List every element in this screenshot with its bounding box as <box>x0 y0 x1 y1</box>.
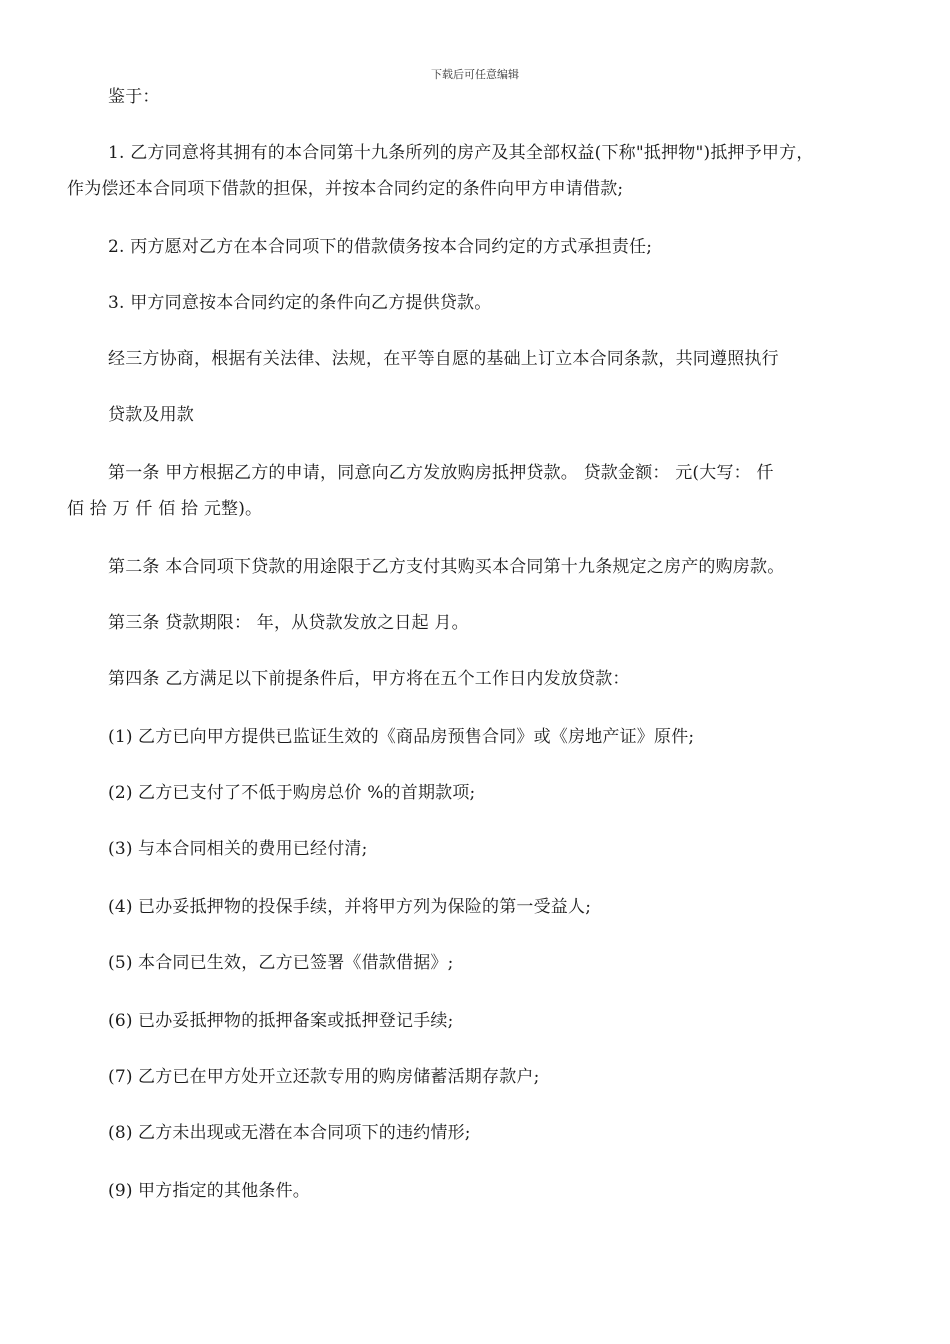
article-1-line-2: 佰 拾 万 仟 佰 拾 元整)。 <box>67 499 263 519</box>
agreement-statement: 经三方协商，根据有关法律、法规，在平等自愿的基础上订立本合同条款，共同遵照执行 <box>108 349 779 369</box>
section-title-loan: 贷款及用款 <box>108 405 194 425</box>
condition-item <box>108 726 694 748</box>
condition-number: (4) <box>108 897 133 917</box>
condition-item <box>108 838 368 860</box>
condition-number: (3) <box>108 839 133 859</box>
condition-text: 甲方指定的其他条件。 <box>138 1181 310 1201</box>
condition-number: (7) <box>108 1067 133 1087</box>
clause-3: 3. 甲方同意按本合同约定的条件向乙方提供贷款。 <box>108 293 492 313</box>
article-4: 第四条 乙方满足以下前提条件后，甲方将在五个工作日内发放贷款： <box>108 669 630 689</box>
condition-text: 乙方已向甲方提供已监证生效的《商品房预售合同》或《房地产证》原件; <box>138 727 695 747</box>
condition-text: 乙方已支付了不低于购房总价 %的首期款项; <box>138 783 476 803</box>
condition-number: (1) <box>108 727 133 747</box>
condition-item <box>108 952 454 974</box>
condition-item <box>108 896 591 918</box>
clause-1-line-2: 作为偿还本合同项下借款的担保，并按本合同约定的条件向甲方申请借款; <box>67 179 624 199</box>
condition-text: 已办妥抵押物的抵押备案或抵押登记手续; <box>138 1011 454 1031</box>
clause-2: 2. 丙方愿对乙方在本合同项下的借款债务按本合同约定的方式承担责任; <box>108 237 653 257</box>
condition-number: (6) <box>108 1011 133 1031</box>
condition-number: (9) <box>108 1181 133 1201</box>
page-header-watermark: 下载后可任意编辑 <box>431 68 519 81</box>
article-3: 第三条 贷款期限： 年，从贷款发放之日起 月。 <box>108 613 469 633</box>
condition-item <box>108 1066 540 1088</box>
condition-text: 乙方已在甲方处开立还款专用的购房储蓄活期存款户; <box>138 1067 540 1087</box>
condition-text: 与本合同相关的费用已经付清; <box>138 839 368 859</box>
whereas-heading: 鉴于： <box>108 87 160 107</box>
article-2: 第二条 本合同项下贷款的用途限于乙方支付其购买本合同第十九条规定之房产的购房款。 <box>108 557 785 577</box>
condition-text: 本合同已生效，乙方已签署《借款借据》; <box>138 953 454 973</box>
condition-number: (8) <box>108 1123 133 1143</box>
condition-text: 乙方未出现或无潜在本合同项下的违约情形; <box>138 1123 471 1143</box>
condition-item <box>108 1122 471 1144</box>
condition-item <box>108 1010 454 1032</box>
condition-number: (5) <box>108 953 133 973</box>
condition-item <box>108 782 475 804</box>
clause-1-line-1: 1. 乙方同意将其拥有的本合同第十九条所列的房产及其全部权益(下称"抵押物")抵押予甲方， <box>108 143 814 163</box>
condition-item <box>108 1180 310 1202</box>
article-1-line-1: 第一条 甲方根据乙方的申请，同意向乙方发放购房抵押贷款。 贷款金额： 元(大写： 仟 <box>108 463 774 483</box>
condition-text: 已办妥抵押物的投保手续，并将甲方列为保险的第一受益人; <box>138 897 592 917</box>
condition-number: (2) <box>108 783 133 803</box>
